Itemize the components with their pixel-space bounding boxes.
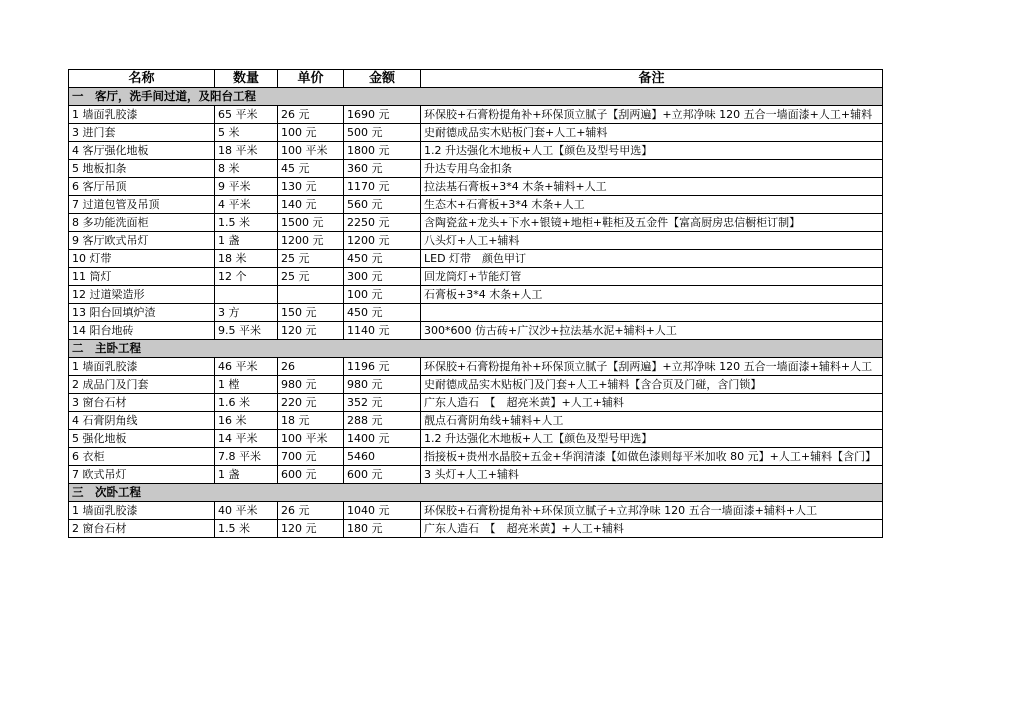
cell-quantity: 18 米 [215, 250, 278, 268]
cell-quantity: 9 平米 [215, 178, 278, 196]
table-row [69, 106, 883, 124]
cell-remarks: LED 灯带 颜色甲订 [421, 250, 883, 268]
section-header-row [69, 340, 883, 358]
section-header-row [69, 484, 883, 502]
cell-remarks: 史耐德成品实木贴板门套+人工+辅料 [421, 124, 883, 142]
cell-amount: 1690 元 [344, 106, 421, 124]
quotation-sheet [68, 69, 882, 538]
cell-amount: 600 元 [344, 466, 421, 484]
section-header-row [69, 88, 883, 106]
cell-name: 4 客厅强化地板 [69, 142, 215, 160]
cell-amount: 5460 [344, 448, 421, 466]
cell-amount: 352 元 [344, 394, 421, 412]
cell-remarks: 环保胶+石膏粉提角补+环保顶立腻子【刮两遍】+立邦净味 120 五合一墙面漆+人工+辅料 [421, 106, 883, 124]
table-row [69, 376, 883, 394]
cell-name: 9 客厅欧式吊灯 [69, 232, 215, 250]
cell-remarks: 靓点石膏阴角线+辅料+人工 [421, 412, 883, 430]
cell-unit-price: 100 元 [278, 124, 344, 142]
table-row [69, 466, 883, 484]
cell-remarks: 广东人造石 【 超亮米黄】+人工+辅料 [421, 394, 883, 412]
cell-quantity: 1 盏 [215, 466, 278, 484]
table-row [69, 214, 883, 232]
cell-remarks: 广东人造石 【 超亮米黄】+人工+辅料 [421, 520, 883, 538]
cell-name: 8 多功能洗面柜 [69, 214, 215, 232]
table-row [69, 358, 883, 376]
cell-name: 5 强化地板 [69, 430, 215, 448]
cell-name: 2 成品门及门套 [69, 376, 215, 394]
cell-name: 7 欧式吊灯 [69, 466, 215, 484]
cell-remarks: 环保胶+石膏粉提角补+环保顶立腻子+立邦净味 120 五合一墙面漆+辅料+人工 [421, 502, 883, 520]
cell-remarks: 回龙筒灯+节能灯管 [421, 268, 883, 286]
cell-unit-price: 120 元 [278, 520, 344, 538]
cell-remarks: 八头灯+人工+辅料 [421, 232, 883, 250]
section-title: 一 客厅，洗手间过道，及阳台工程 [69, 88, 883, 106]
cell-remarks: 史耐德成品实木贴板门及门套+人工+辅料【含合页及门碰，含门锁】 [421, 376, 883, 394]
cell-amount: 500 元 [344, 124, 421, 142]
col-header-quantity: 数量 [215, 70, 278, 88]
cell-quantity: 4 平米 [215, 196, 278, 214]
cell-remarks: 环保胶+石膏粉提角补+环保顶立腻子【刮两遍】+立邦净味 120 五合一墙面漆+辅料+人工 [421, 358, 883, 376]
cell-amount: 288 元 [344, 412, 421, 430]
cell-unit-price: 980 元 [278, 376, 344, 394]
cell-amount: 1200 元 [344, 232, 421, 250]
cell-quantity: 18 平米 [215, 142, 278, 160]
cell-amount: 1400 元 [344, 430, 421, 448]
cell-amount: 300 元 [344, 268, 421, 286]
section-title: 二 主卧工程 [69, 340, 883, 358]
table-row [69, 412, 883, 430]
cell-amount: 360 元 [344, 160, 421, 178]
cell-unit-price: 220 元 [278, 394, 344, 412]
cell-remarks: 300*600 仿古砖+广汉沙+拉法基水泥+辅料+人工 [421, 322, 883, 340]
section-title: 三 次卧工程 [69, 484, 883, 502]
cell-amount: 980 元 [344, 376, 421, 394]
cell-quantity: 40 平米 [215, 502, 278, 520]
cell-name: 7 过道包管及吊顶 [69, 196, 215, 214]
quotation-table [68, 69, 883, 538]
cell-quantity: 1 盏 [215, 232, 278, 250]
cell-remarks: 石膏板+3*4 木条+人工 [421, 286, 883, 304]
cell-unit-price: 26 元 [278, 502, 344, 520]
table-row [69, 304, 883, 322]
cell-amount: 1140 元 [344, 322, 421, 340]
cell-remarks [421, 304, 883, 322]
cell-quantity: 14 平米 [215, 430, 278, 448]
cell-quantity: 9.5 平米 [215, 322, 278, 340]
header-row [69, 70, 883, 88]
cell-amount: 1800 元 [344, 142, 421, 160]
cell-quantity: 3 方 [215, 304, 278, 322]
cell-unit-price: 700 元 [278, 448, 344, 466]
cell-quantity: 1 樘 [215, 376, 278, 394]
table-row [69, 178, 883, 196]
cell-unit-price: 1200 元 [278, 232, 344, 250]
table-row [69, 394, 883, 412]
cell-quantity: 16 米 [215, 412, 278, 430]
col-header-remarks: 备注 [421, 70, 883, 88]
cell-name: 13 阳台回填炉渣 [69, 304, 215, 322]
cell-amount: 560 元 [344, 196, 421, 214]
cell-quantity [215, 286, 278, 304]
cell-quantity: 1.5 米 [215, 214, 278, 232]
cell-quantity: 7.8 平米 [215, 448, 278, 466]
cell-amount: 450 元 [344, 304, 421, 322]
table-row [69, 160, 883, 178]
cell-unit-price: 45 元 [278, 160, 344, 178]
cell-amount: 1196 元 [344, 358, 421, 376]
cell-name: 12 过道梁造形 [69, 286, 215, 304]
col-header-amount: 金额 [344, 70, 421, 88]
cell-unit-price: 25 元 [278, 268, 344, 286]
table-row [69, 520, 883, 538]
cell-name: 3 窗台石材 [69, 394, 215, 412]
cell-amount: 1040 元 [344, 502, 421, 520]
cell-amount: 100 元 [344, 286, 421, 304]
cell-remarks: 升达专用乌金扣条 [421, 160, 883, 178]
cell-remarks: 拉法基石膏板+3*4 木条+辅料+人工 [421, 178, 883, 196]
table-row [69, 430, 883, 448]
cell-unit-price: 100 平米 [278, 142, 344, 160]
cell-unit-price: 130 元 [278, 178, 344, 196]
cell-amount: 180 元 [344, 520, 421, 538]
cell-unit-price: 120 元 [278, 322, 344, 340]
cell-unit-price: 26 [278, 358, 344, 376]
cell-quantity: 1.5 米 [215, 520, 278, 538]
cell-name: 4 石膏阴角线 [69, 412, 215, 430]
cell-remarks: 3 头灯+人工+辅料 [421, 466, 883, 484]
col-header-unit-price: 单价 [278, 70, 344, 88]
cell-remarks: 含陶瓷盆+龙头+下水+银镜+地柜+鞋柜及五金件【富高厨房忠信橱柜订制】 [421, 214, 883, 232]
cell-name: 3 进门套 [69, 124, 215, 142]
cell-amount: 2250 元 [344, 214, 421, 232]
cell-quantity: 46 平米 [215, 358, 278, 376]
table-row [69, 250, 883, 268]
cell-name: 6 客厅吊顶 [69, 178, 215, 196]
cell-name: 2 窗台石材 [69, 520, 215, 538]
cell-name: 11 筒灯 [69, 268, 215, 286]
cell-unit-price [278, 286, 344, 304]
col-header-name: 名称 [69, 70, 215, 88]
table-row [69, 502, 883, 520]
cell-unit-price: 150 元 [278, 304, 344, 322]
cell-remarks: 指接板+贵州水晶胶+五金+华润清漆【如做色漆则每平米加收 80 元】+人工+辅料【含门】 [421, 448, 883, 466]
cell-unit-price: 600 元 [278, 466, 344, 484]
cell-quantity: 1.6 米 [215, 394, 278, 412]
cell-unit-price: 26 元 [278, 106, 344, 124]
cell-name: 1 墙面乳胶漆 [69, 106, 215, 124]
cell-quantity: 8 米 [215, 160, 278, 178]
cell-name: 6 衣柜 [69, 448, 215, 466]
table-row [69, 268, 883, 286]
cell-unit-price: 100 平米 [278, 430, 344, 448]
cell-quantity: 65 平米 [215, 106, 278, 124]
table-row [69, 124, 883, 142]
cell-name: 10 灯带 [69, 250, 215, 268]
table-row [69, 322, 883, 340]
cell-remarks: 1.2 升达强化木地板+人工【颜色及型号甲选】 [421, 430, 883, 448]
cell-name: 1 墙面乳胶漆 [69, 358, 215, 376]
cell-quantity: 12 个 [215, 268, 278, 286]
table-body [69, 88, 883, 538]
cell-name: 14 阳台地砖 [69, 322, 215, 340]
table-row [69, 196, 883, 214]
table-row [69, 286, 883, 304]
cell-name: 1 墙面乳胶漆 [69, 502, 215, 520]
cell-remarks: 生态木+石膏板+3*4 木条+人工 [421, 196, 883, 214]
table-row [69, 142, 883, 160]
cell-unit-price: 25 元 [278, 250, 344, 268]
table-row [69, 448, 883, 466]
cell-unit-price: 1500 元 [278, 214, 344, 232]
cell-name: 5 地板扣条 [69, 160, 215, 178]
cell-remarks: 1.2 升达强化木地板+人工【颜色及型号甲选】 [421, 142, 883, 160]
cell-unit-price: 18 元 [278, 412, 344, 430]
cell-amount: 450 元 [344, 250, 421, 268]
cell-unit-price: 140 元 [278, 196, 344, 214]
table-row [69, 232, 883, 250]
cell-amount: 1170 元 [344, 178, 421, 196]
cell-quantity: 5 米 [215, 124, 278, 142]
